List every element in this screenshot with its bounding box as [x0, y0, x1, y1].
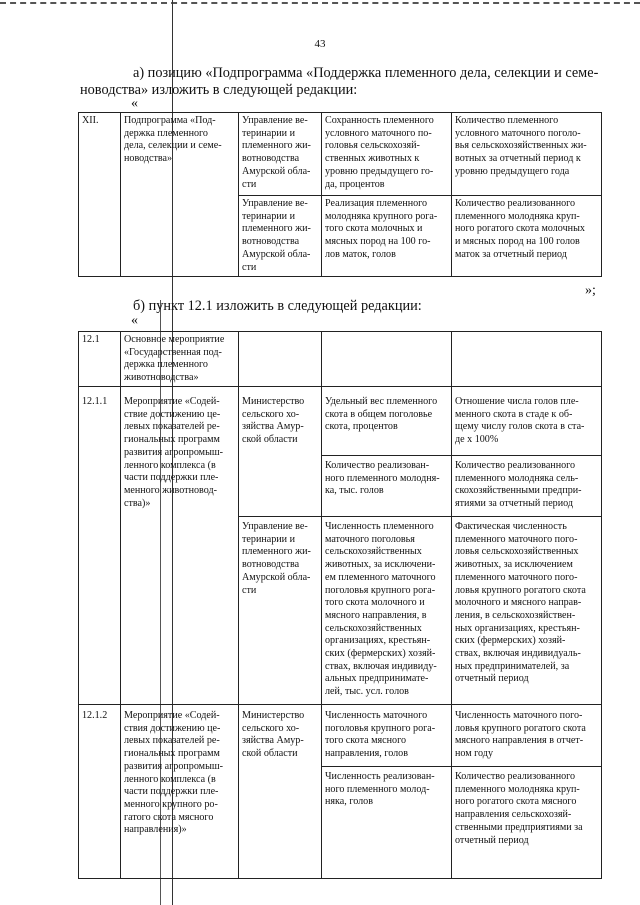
t2-12-1-1-indicator-1: Удельный вес племенного скота в общем поголовье скота, процентов [325, 396, 438, 433]
section-a-close-quote: »; [585, 283, 596, 298]
t2-12-1-2-num: 12.1.2 [82, 710, 108, 721]
t2-12-1-num: 12.1 [82, 334, 100, 345]
t1-r2-indicator: Реализация племенного молодняка крупного рога- того скота молочных и мясных пород на 100 го- лов маток, голов [325, 198, 438, 260]
t2-12-1-1-method-3: Фактическая численность племенного маточного пого- ловья сельскохозяйственных животных, за исключением племенного маточного пого- ловья крупного рогатого скота молочного и мясного направ- ления, в сельскохозяйствен- ных организациях, крестьян- ских (фермерских) хозяй- ствах, включая индивидуаль- ных предпринимателей, за отчетный период [455, 521, 586, 685]
t2-12-1-1-method-2: Количество реализованного племенного молодняка сель- скохозяйственными предпри- ятиями за отчетный период [455, 460, 582, 510]
page-number: 43 [314, 38, 326, 50]
section-b-open-quote: « [131, 313, 138, 328]
t1-r1-method: Количество племенного условного маточного поголо- вья сельскохозяйственных жи- вотных за отчетный период к уровню предыдущего года [455, 115, 587, 177]
t2-12-1-1-name: Мероприятие «Содей- ствие достижению це- левых показателей ре- гиональных программ развития агропромыш- ленного комплекса (в части поддержки пле- менного животновод- ства)» [124, 396, 223, 509]
section-b-line1: б) пункт 12.1 изложить в следующей редакции: [133, 298, 422, 314]
t2-12-1-1-method-1: Отношение числа голов пле- менного скота в стаде к об- щему числу голов скота в ста- де х 100% [455, 396, 585, 446]
t1-r2-executor: Управление ве- теринарии и племенного жи- вотноводства Амурской обла- сти [242, 198, 311, 273]
t2-12-1-2-name: Мероприятие «Содей- ствия достижению це- левых показателей ре- гиональных программ развития агропромыш- ленного комплекса (в части поддержки пле- менного крупного ро- гатого скота мясного направления)» [124, 710, 223, 836]
t1-num: XII. [82, 115, 99, 126]
t2-12-1-name: Основное мероприятие «Государственная под- держка племенного животноводства» [124, 334, 225, 384]
t2-12-1-1-executor-2: Управление ве- теринарии и племенного жи- вотноводства Амурской обла- сти [242, 521, 311, 596]
t2-12-1-2-method-2: Количество реализованного племенного молодняка круп- ного рогатого скота мясного направления сельскохозяй- ственными предприятиями за отчетный период [455, 771, 583, 846]
t2-12-1-2-method-1: Численность маточного пого- ловья крупного рогатого скота мясного направления в отчет- ном году [455, 710, 586, 760]
section-a-line2: новодства» изложить в следующей редакции: [80, 82, 358, 98]
t2-12-1-2-indicator-1: Численность маточного поголовья крупного рога- того скота мясного направления, голов [325, 710, 436, 760]
t1-name: Подпрограмма «Под- держка племенного дела, селекции и семе- новодства» [124, 115, 222, 165]
t1-r1-indicator: Сохранность племенного условного маточного по- головья сельскохозяй- ственных животных к уровню предыдущего го- да, процентов [325, 115, 434, 190]
t1-r2-method: Количество реализованного племенного молодняка круп- ного рогатого скота молочных и мясных пород на 100 голов маток за отчетный период [455, 198, 585, 260]
t2-12-1-1-indicator-3: Численность племенного маточного поголовья сельскохозяйственных животных, за исключени- ем племенного маточного поголовья крупного рога- того скота молочного и мясного направления, в сельскохозяйственных организациях, крестьян- ских (фермерских) хозяй- ствах, включая индивиду- альных предпринимате- лей, тыс. усл. голов [325, 521, 437, 698]
t2-12-1-1-executor-1: Министерство сельского хо- зяйства Амур- ской области [242, 396, 305, 446]
t1-r1-executor: Управление ве- теринарии и племенного жи- вотноводства Амурской обла- сти [242, 115, 311, 190]
t2-12-1-2-indicator-2: Численность реализован- ного племенного молод- няка, голов [325, 771, 435, 808]
t2-12-1-1-num: 12.1.1 [82, 396, 108, 407]
section-a-open-quote: « [131, 96, 138, 111]
section-a-line1: а) позицию «Подпрограмма «Поддержка племенного дела, селекции и семе- [133, 65, 599, 81]
t2-12-1-2-executor: Министерство сельского хо- зяйства Амур- ской области [242, 710, 305, 760]
t2-12-1-1-indicator-2: Количество реализован- ного племенного молодня- ка, тыс. голов [325, 460, 440, 497]
scan-top-dashed-edge [0, 2, 640, 4]
